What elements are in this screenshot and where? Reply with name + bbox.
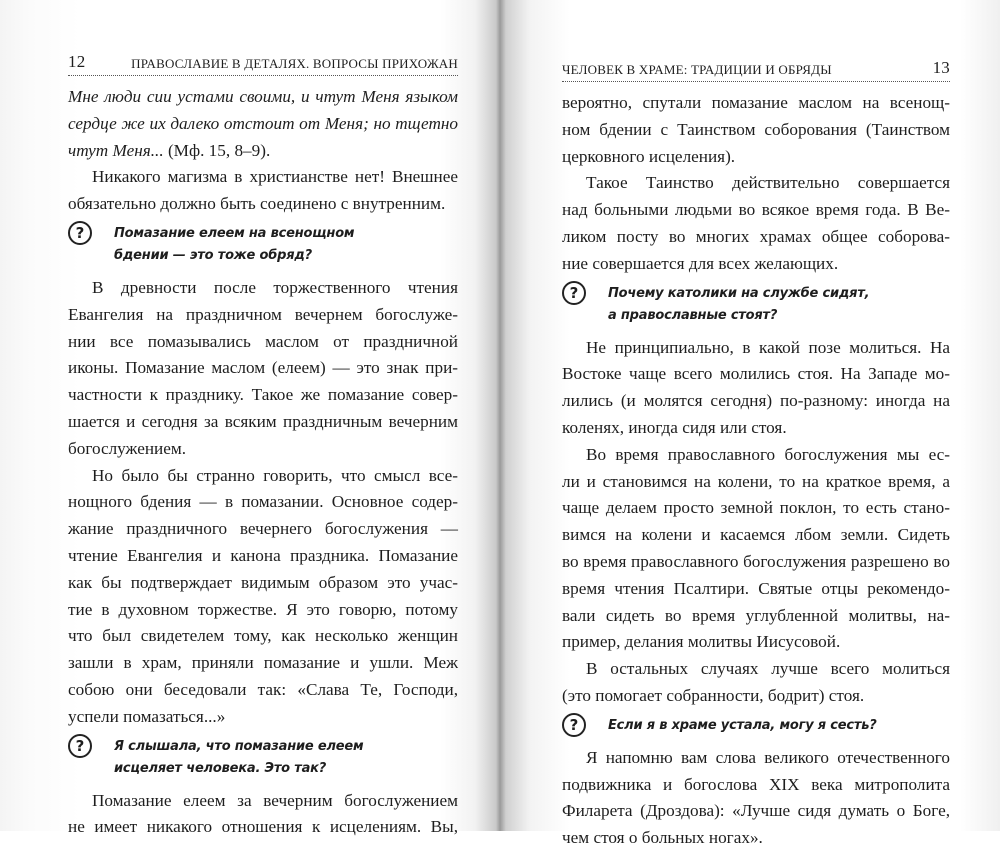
question-circle-icon: ? — [562, 281, 586, 305]
text-line: частности к празднику. Такое же помазание совер- — [68, 385, 458, 405]
paragraph — [562, 745, 950, 852]
text-line: Помазание елеем за вечерним богослужением — [92, 790, 458, 810]
text-line: нощного бдения — в помазании. Основное содер- — [68, 492, 458, 512]
text-line: что был свидетелем тому, как несколько женщин — [68, 626, 458, 646]
text-line: чем стоя о больных ногах». — [562, 828, 763, 848]
question-text — [608, 283, 869, 327]
question-line: бдении — это тоже обряд? — [114, 247, 312, 263]
question-circle-icon: ? — [68, 221, 92, 245]
quote-line — [68, 111, 458, 138]
running-head-title: ПРАВОСЛАВИЕ В ДЕТАЛЯХ. ВОПРОСЫ ПРИХОЖАН — [131, 56, 458, 71]
question-line: а православные стоят? — [608, 307, 778, 323]
question-line: Если я в храме устала, могу я сесть? — [608, 717, 877, 733]
scripture-quote: чтут Меня... — [68, 140, 164, 160]
text-line: во время православного богослужения разрешено во — [562, 551, 950, 571]
text-line: Не принципиально, в какой позе молиться. На — [586, 337, 950, 357]
text-line: чтение Евангелия и канона праздника. Помазание — [68, 545, 458, 565]
question-line: Я слышала, что помазание елеем — [114, 738, 364, 754]
paragraph — [562, 90, 950, 170]
text-line: иконы. Помазание маслом (елеем) — это знак при- — [68, 358, 458, 378]
left-page — [68, 52, 458, 841]
text-line: (это помогает собранности, бодрит) стоя. — [562, 685, 865, 705]
running-header — [68, 52, 458, 76]
running-header — [562, 58, 950, 82]
paragraph — [68, 275, 458, 463]
quote-line — [68, 84, 458, 111]
text-line: нии все помазывались маслом от праздничной — [68, 331, 458, 351]
text-line: Востоке чаще всего молились стоя. На Западе мо- — [562, 364, 950, 384]
text-line: чаще делаем просто земной поклон, то есть стано- — [562, 498, 950, 518]
text-line: В древности после торжественного чтения — [92, 277, 458, 297]
text-line: успели помазаться...» — [68, 706, 226, 726]
text-line: над больными людьми во всякое время года. В Ве- — [562, 200, 950, 220]
quote-line — [68, 138, 458, 165]
paragraph — [562, 335, 950, 442]
question-block — [562, 283, 950, 327]
paragraph — [68, 788, 458, 842]
paragraph — [562, 170, 950, 277]
text-line: не имеет никакого отношения к исцелениям. Вы, — [68, 817, 458, 837]
text-line: Такое Таинство действительно совершается — [586, 173, 950, 193]
text-line: подвижника и богослова XIX века митрополита — [562, 774, 950, 794]
question-line: Почему католики на службе сидят, — [608, 285, 870, 301]
question-line: исцеляет человека. Это так? — [114, 760, 327, 776]
question-circle-icon: ? — [562, 713, 586, 737]
text-line: пример, делания молитвы Иисусовой. — [562, 632, 841, 652]
question-text — [608, 715, 877, 737]
question-block — [68, 223, 458, 267]
text-line: зашли в храм, приняли помазание и ушли. Меж — [68, 653, 458, 673]
paragraph — [68, 463, 458, 731]
text-line: Евангелия на праздничном вечернем богослуже- — [68, 304, 458, 324]
text-line: вероятно, спутали помазание маслом на всенощ- — [562, 93, 950, 112]
question-text — [114, 736, 363, 780]
text-line: ном бдении с Таинством соборования (Таинством — [562, 119, 950, 139]
question-line: Помазание елеем на всенощном — [114, 225, 355, 241]
text-line: вимся на колени и касаемся лбом земли. Сидеть — [562, 525, 950, 545]
paragraph — [562, 442, 950, 656]
text-line: Во время православного богослужения мы ес- — [586, 444, 950, 464]
question-text — [114, 223, 354, 267]
question-block — [68, 736, 458, 780]
text-line: ние совершается для всех желающих. — [562, 253, 839, 273]
scripture-quote: Мне люди сии устами своими, и чтут Меня языком — [68, 87, 458, 106]
text-line: жание праздничного вечернего богослужения — — [68, 519, 458, 539]
text-line: В остальных случаях лучше всего молиться — [586, 659, 950, 679]
scripture-quote: сердце же их далеко отстоит от Меня; но тщетно — [68, 113, 458, 133]
citation: (Мф. 15, 8–9). — [163, 140, 271, 160]
text-line: шается и сегодня за всяким праздничным вечерним — [68, 411, 458, 431]
text-line: обязательно должно быть соединено с внутренним. — [68, 194, 446, 214]
text-line: вали сидеть во время углубленной молитвы, на- — [562, 605, 950, 625]
text-line: Филарета (Дроздова): «Лучше сидя думать о Боге, — [562, 801, 950, 821]
text-line: богослужением. — [68, 438, 187, 458]
running-head-title: ЧЕЛОВЕК В ХРАМЕ: ТРАДИЦИИ И ОБРЯДЫ — [562, 62, 832, 77]
text-line: как бы подтверждает видимым образом это учас- — [68, 572, 458, 592]
text-line: церковного исцеления). — [562, 146, 736, 166]
page-number: 13 — [932, 58, 950, 77]
text-line: Я напомню вам слова великого отечественного — [586, 747, 950, 767]
text-line: коленях, иногда сидя или стоя. — [562, 417, 787, 437]
paragraph — [562, 656, 950, 710]
text-line: ли и становимся на колени, то на краткое время, а — [562, 471, 950, 491]
text-line: Но было бы странно говорить, что смысл все- — [92, 465, 458, 485]
text-line: Никакого магизма в христианстве нет! Внешнее — [92, 167, 458, 187]
text-line: собою они беседовали так: «Слава Те, Господи, — [68, 679, 458, 699]
text-line: время чтения Псалтири. Святые отцы рекомендо- — [562, 578, 950, 598]
question-circle-icon: ? — [68, 734, 92, 758]
paragraph — [68, 164, 458, 218]
right-page — [562, 58, 950, 852]
question-block — [562, 715, 950, 737]
page-number: 12 — [68, 52, 86, 71]
paragraph — [68, 84, 458, 164]
text-line: лились (и молятся сегодня) по-разному: иногда на — [562, 391, 950, 411]
text-line: ликом посту во многих храмах общее соборова- — [562, 226, 950, 246]
text-line: тие в духовном торжестве. Я это говорю, потому — [68, 599, 458, 619]
